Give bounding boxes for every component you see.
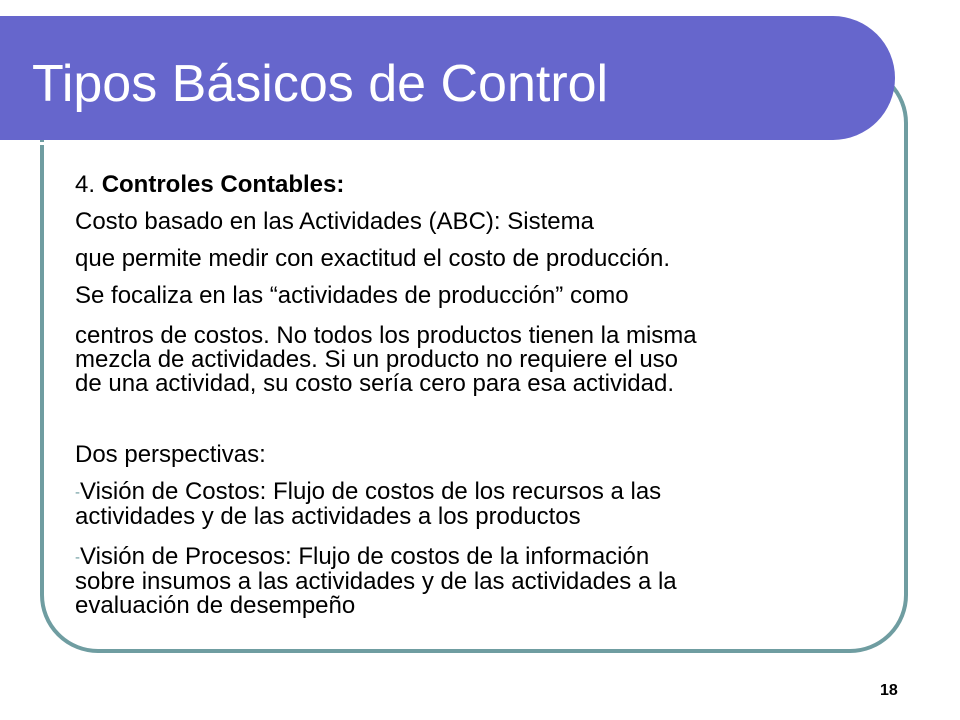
dash-bullet-icon: - bbox=[75, 549, 80, 566]
title-underline bbox=[0, 142, 850, 145]
bullet-text: Visión de Costos: Flujo de costos de los recursos a las bbox=[80, 478, 662, 505]
bullet-line: evaluación de desempeño bbox=[75, 592, 356, 619]
dash-bullet-icon: - bbox=[75, 484, 80, 501]
title-bar bbox=[0, 16, 895, 140]
paragraph-line: Se focaliza en las “actividades de producción” como bbox=[75, 282, 629, 309]
bullet-line bbox=[75, 480, 875, 505]
section-heading bbox=[75, 173, 875, 197]
paragraph-line: que permite medir con exactitud el costo de producción. bbox=[75, 245, 670, 272]
slide-title: Tipos Básicos de Control bbox=[32, 55, 609, 113]
heading-bold-text: Controles Contables: bbox=[101, 171, 345, 198]
bullet-line: actividades y de las actividades a los productos bbox=[75, 503, 581, 530]
perspectives-label: Dos perspectivas: bbox=[75, 441, 266, 468]
paragraph-line: Costo basado en las Actividades (ABC): Sistema bbox=[75, 208, 594, 235]
bullet-text: Visión de Procesos: Flujo de costos de la información bbox=[80, 543, 650, 570]
page-number: 18 bbox=[880, 682, 898, 699]
paragraph-line: centros de costos. No todos los productos tienen la misma bbox=[75, 322, 697, 349]
slide-body bbox=[75, 173, 875, 618]
paragraph-line: de una actividad, su costo sería cero para esa actividad. bbox=[75, 370, 675, 397]
heading-number: 4. bbox=[75, 171, 102, 198]
paragraph-line: mezcla de actividades. Si un producto no requiere el uso bbox=[75, 346, 679, 373]
bullet-line: sobre insumos a las actividades y de las actividades a la bbox=[75, 568, 677, 595]
bullet-line bbox=[75, 545, 875, 570]
